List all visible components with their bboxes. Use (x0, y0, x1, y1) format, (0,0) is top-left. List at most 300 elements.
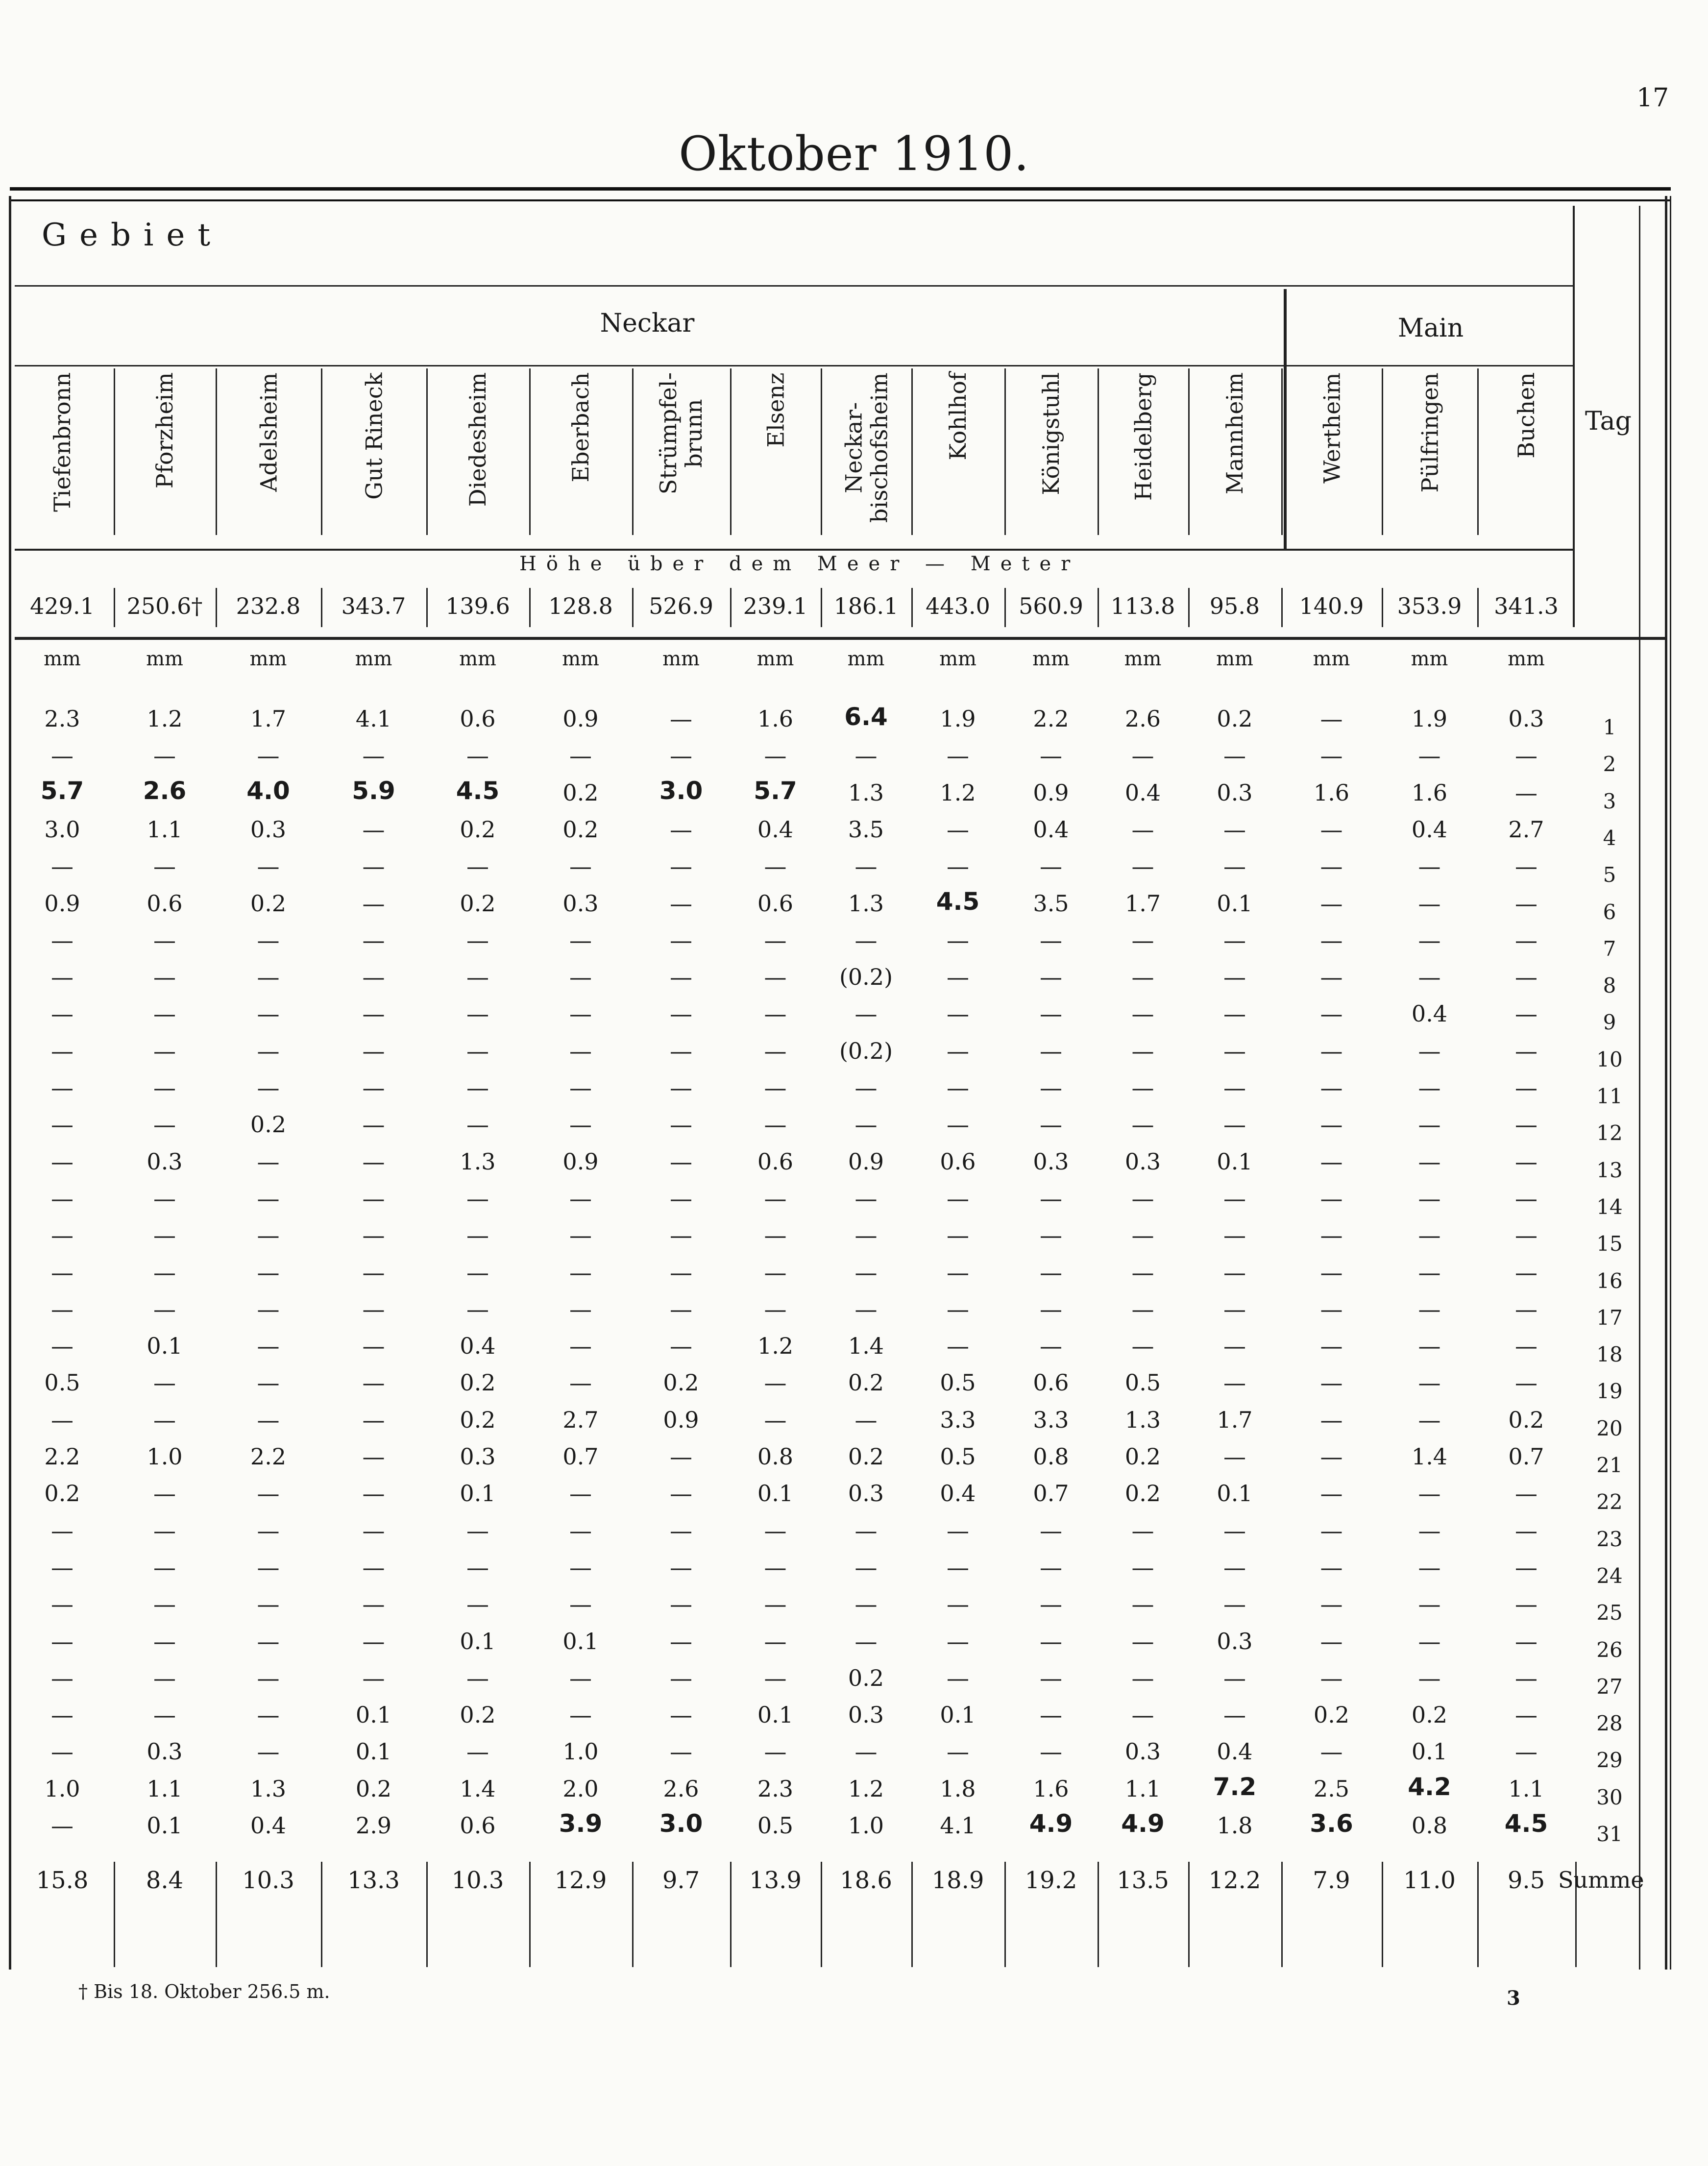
data-cell: 0.7 (1033, 1480, 1069, 1507)
data-cell: 0.1 (757, 1480, 794, 1507)
data-cell: — (51, 1295, 73, 1322)
data-cell: — (1320, 1628, 1343, 1655)
data-cell: 0.2 (460, 1406, 496, 1433)
unit-label: mm (662, 648, 700, 670)
data-cell: — (569, 1000, 592, 1027)
data-cell: — (466, 1037, 489, 1064)
unit-label: mm (1032, 648, 1070, 670)
data-cell: — (1418, 890, 1441, 917)
station-name: Königstuhl (1038, 372, 1064, 495)
station-name: Strümpfel- brunn (655, 372, 707, 495)
data-cell: — (1515, 1259, 1537, 1286)
data-cell: — (1515, 964, 1537, 991)
data-cell: — (1223, 1369, 1246, 1396)
unit-label: mm (1411, 648, 1448, 670)
data-cell: 0.2 (460, 816, 496, 843)
data-cell: — (257, 1406, 280, 1433)
data-cell: — (947, 1222, 969, 1249)
data-cell: — (153, 1702, 176, 1728)
data-cell: — (1418, 964, 1441, 991)
data-cell: 4.1 (940, 1812, 976, 1839)
data-cell: 0.1 (757, 1702, 794, 1728)
elevation-value: 186.1 (833, 593, 899, 619)
data-cell: — (466, 1517, 489, 1544)
data-cell: 0.2 (848, 1443, 884, 1470)
data-cell: 1.2 (940, 779, 976, 806)
data-cell: — (257, 1702, 280, 1728)
data-cell: — (1418, 853, 1441, 880)
station-name: Wertheim (1318, 372, 1345, 484)
data-cell: 3.3 (1033, 1406, 1069, 1433)
data-cell: — (1320, 816, 1343, 843)
data-cell: — (670, 1222, 692, 1249)
station-name: Pülfringen (1416, 372, 1443, 492)
day-number: 8 (1603, 973, 1616, 998)
data-cell: 0.6 (460, 706, 496, 732)
region-label: Gebiet (42, 217, 223, 253)
data-cell: — (1418, 1148, 1441, 1175)
data-cell: — (1131, 1111, 1154, 1138)
data-cell: — (153, 1000, 176, 1027)
day-number: 3 (1603, 789, 1616, 813)
data-cell: 0.2 (355, 1775, 392, 1802)
data-cell: 0.4 (1411, 816, 1448, 843)
data-cell: — (1040, 1591, 1062, 1618)
data-cell: — (466, 1074, 489, 1101)
data-cell: — (1515, 1074, 1537, 1101)
day-number: 25 (1596, 1601, 1623, 1625)
data-cell: 3.0 (659, 776, 703, 805)
data-cell: 0.2 (562, 779, 599, 806)
data-cell: — (1131, 1517, 1154, 1544)
data-cell: — (1223, 1333, 1246, 1360)
data-cell: — (1320, 1000, 1343, 1027)
data-cell: — (51, 1554, 73, 1581)
elevation-value: 232.8 (236, 593, 301, 619)
data-cell: — (1320, 1591, 1343, 1618)
data-cell: — (1418, 1517, 1441, 1544)
data-cell: — (764, 1591, 787, 1618)
data-cell: — (1515, 1222, 1537, 1249)
rule-under-stations (15, 549, 1573, 551)
station-name: Buchen (1513, 372, 1539, 459)
data-cell: — (1040, 1295, 1062, 1322)
data-cell: 0.3 (1124, 1148, 1161, 1175)
data-cell: — (51, 1812, 73, 1839)
data-cell: — (51, 1406, 73, 1433)
elevation-value: 250.6† (126, 593, 203, 619)
data-cell: 3.9 (559, 1809, 603, 1838)
data-cell: — (1320, 1111, 1343, 1138)
unit-label: mm (249, 648, 287, 670)
data-cell: — (362, 742, 385, 769)
data-cell: — (1040, 742, 1062, 769)
data-cell: — (257, 964, 280, 991)
data-cell: — (764, 1664, 787, 1691)
data-cell: 1.6 (757, 706, 794, 732)
data-cell: — (947, 1000, 969, 1027)
day-number: 27 (1596, 1674, 1623, 1699)
data-cell: — (1223, 1517, 1246, 1544)
top-rule (10, 187, 1671, 201)
data-cell: — (1223, 1664, 1246, 1691)
data-cell: — (670, 1148, 692, 1175)
data-cell: — (569, 1591, 592, 1618)
data-cell: — (947, 1554, 969, 1581)
data-cell: — (1418, 742, 1441, 769)
data-cell: — (1131, 1259, 1154, 1286)
station-name: Diedesheim (464, 372, 491, 507)
data-cell: — (257, 1259, 280, 1286)
tag-header: Tag (1585, 407, 1632, 436)
data-cell: 3.0 (44, 816, 80, 843)
data-cell: — (569, 1111, 592, 1138)
data-cell: 1.7 (1217, 1406, 1253, 1433)
data-cell: — (257, 1037, 280, 1064)
data-cell: — (670, 742, 692, 769)
data-cell: — (362, 1664, 385, 1691)
data-cell: — (153, 1074, 176, 1101)
station-name: Mannheim (1221, 372, 1248, 494)
data-cell: — (466, 1185, 489, 1212)
data-cell: 2.5 (1313, 1775, 1350, 1802)
data-cell: — (1131, 1664, 1154, 1691)
data-cell: — (51, 1148, 73, 1175)
data-cell: — (1320, 1517, 1343, 1544)
data-cell: — (153, 1554, 176, 1581)
data-cell: — (1223, 1259, 1246, 1286)
sum-value: 18.9 (931, 1867, 984, 1894)
data-cell: 1.0 (146, 1443, 183, 1470)
data-cell: — (854, 1111, 878, 1138)
data-cell: 0.9 (44, 890, 80, 917)
data-cell: 2.6 (143, 776, 187, 805)
data-cell: 0.1 (1217, 890, 1253, 917)
data-cell: 0.1 (1217, 1480, 1253, 1507)
data-cell: — (569, 1074, 592, 1101)
data-cell: — (362, 926, 385, 953)
data-cell: 0.2 (250, 890, 287, 917)
data-cell: — (569, 1369, 592, 1396)
data-cell: 1.4 (460, 1775, 496, 1802)
data-cell: — (362, 1591, 385, 1618)
data-cell: 4.2 (1408, 1772, 1451, 1801)
data-cell: — (764, 1000, 787, 1027)
data-cell: 3.3 (940, 1406, 976, 1433)
data-cell: — (947, 742, 969, 769)
data-cell: 4.0 (246, 776, 290, 805)
data-cell: — (670, 890, 692, 917)
sum-value: 9.7 (662, 1867, 700, 1894)
data-cell: 0.3 (460, 1443, 496, 1470)
data-cell: — (1418, 1480, 1441, 1507)
data-cell: — (1040, 1628, 1062, 1655)
data-cell: — (257, 1074, 280, 1101)
page-title: Oktober 1910. (679, 126, 1029, 181)
data-cell: — (1515, 742, 1537, 769)
data-cell: — (1223, 1295, 1246, 1322)
data-cell: 2.2 (1033, 706, 1069, 732)
data-cell: 2.6 (1124, 706, 1161, 732)
data-cell: — (1223, 926, 1246, 953)
data-cell: — (51, 1664, 73, 1691)
sum-value: 13.9 (749, 1867, 802, 1894)
data-cell: — (1040, 1037, 1062, 1064)
data-cell: — (670, 1591, 692, 1618)
data-cell: — (947, 853, 969, 880)
data-cell: 0.3 (848, 1480, 884, 1507)
day-number: 26 (1596, 1637, 1623, 1662)
data-cell: — (764, 1517, 787, 1544)
data-cell: — (362, 1148, 385, 1175)
data-cell: 6.4 (844, 703, 888, 731)
data-cell: — (466, 1222, 489, 1249)
data-cell: 1.0 (44, 1775, 80, 1802)
data-cell: — (1418, 1591, 1441, 1618)
data-cell: — (854, 1222, 878, 1249)
data-cell: — (153, 1222, 176, 1249)
data-cell: — (947, 1037, 969, 1064)
data-cell: — (257, 1185, 280, 1212)
data-cell: 0.2 (44, 1480, 80, 1507)
data-cell: — (947, 1111, 969, 1138)
data-cell: — (1040, 853, 1062, 880)
summe-label: Summe (1558, 1867, 1644, 1893)
data-cell: 2.2 (44, 1443, 80, 1470)
data-cell: — (670, 1333, 692, 1360)
data-cell: — (257, 1222, 280, 1249)
data-cell: 1.4 (1411, 1443, 1448, 1470)
data-cell: 0.4 (1411, 1000, 1448, 1027)
data-cell: 0.2 (1313, 1702, 1350, 1728)
station-name: Heidelberg (1129, 372, 1156, 501)
day-number: 22 (1596, 1490, 1623, 1514)
data-cell: 5.7 (40, 776, 84, 805)
data-cell: — (1223, 1111, 1246, 1138)
data-cell: — (466, 964, 489, 991)
data-cell: 4.5 (456, 776, 500, 805)
elevation-value: 353.9 (1397, 593, 1462, 619)
data-cell: — (153, 1664, 176, 1691)
data-cell: 0.4 (1124, 779, 1161, 806)
data-cell: — (1515, 779, 1537, 806)
data-cell: 0.6 (460, 1812, 496, 1839)
sum-value: 8.4 (146, 1867, 184, 1894)
data-cell: — (257, 926, 280, 953)
frame-right-outer (1670, 196, 1671, 1970)
data-cell: — (1040, 1738, 1062, 1765)
data-cell: — (670, 1000, 692, 1027)
elevation-value: 95.8 (1209, 593, 1260, 619)
data-cell: 0.1 (146, 1333, 183, 1360)
data-cell: — (1223, 816, 1246, 843)
data-cell: — (51, 1259, 73, 1286)
data-cell: — (947, 1664, 969, 1691)
data-cell: — (153, 1037, 176, 1064)
data-cell: — (1223, 1074, 1246, 1101)
data-cell: — (466, 1554, 489, 1581)
data-cell: — (362, 1369, 385, 1396)
data-cell: — (1320, 1148, 1343, 1175)
data-cell: 3.5 (848, 816, 884, 843)
data-cell: — (1320, 706, 1343, 732)
data-cell: — (1418, 1074, 1441, 1101)
sum-value: 12.9 (554, 1867, 607, 1894)
data-cell: — (1040, 1000, 1062, 1027)
group-label: Neckar (600, 309, 695, 338)
data-cell: 0.6 (146, 890, 183, 917)
data-cell: 0.4 (757, 816, 794, 843)
data-cell: 0.8 (757, 1443, 794, 1470)
data-cell: 1.2 (848, 1775, 884, 1802)
data-cell: — (51, 1074, 73, 1101)
data-cell: 0.2 (1124, 1480, 1161, 1507)
sum-value: 15.8 (36, 1867, 89, 1894)
data-cell: 0.2 (460, 890, 496, 917)
data-cell: — (764, 853, 787, 880)
data-cell: — (569, 853, 592, 880)
data-cell: — (362, 890, 385, 917)
data-cell: — (854, 1554, 878, 1581)
data-cell: — (153, 742, 176, 769)
sum-value: 9.5 (1507, 1867, 1545, 1894)
data-cell: — (764, 1738, 787, 1765)
data-cell: — (569, 1295, 592, 1322)
data-cell: — (466, 1259, 489, 1286)
data-cell: — (947, 964, 969, 991)
data-cell: — (1223, 1000, 1246, 1027)
data-cell: — (1320, 742, 1343, 769)
data-cell: — (1320, 1480, 1343, 1507)
data-cell: 1.3 (460, 1148, 496, 1175)
data-cell: — (1320, 1074, 1343, 1101)
data-cell: — (670, 706, 692, 732)
data-cell: — (764, 926, 787, 953)
data-cell: 2.2 (250, 1443, 287, 1470)
data-cell: 0.5 (1124, 1369, 1161, 1396)
data-cell: 0.6 (1033, 1369, 1069, 1396)
data-cell: — (1320, 1037, 1343, 1064)
sum-value: 12.2 (1208, 1867, 1261, 1894)
data-cell: — (670, 1443, 692, 1470)
day-number: 30 (1596, 1785, 1623, 1809)
data-cell: — (51, 1333, 73, 1360)
data-cell: 3.5 (1033, 890, 1069, 917)
station-name: Gut Rineck (360, 372, 387, 500)
data-cell: — (362, 1628, 385, 1655)
data-cell: — (1131, 1554, 1154, 1581)
data-cell: — (569, 1480, 592, 1507)
data-cell: — (362, 1037, 385, 1064)
data-cell: 1.2 (146, 706, 183, 732)
data-cell: — (1131, 1591, 1154, 1618)
data-cell: — (153, 1628, 176, 1655)
data-cell: 0.3 (1033, 1148, 1069, 1175)
data-cell: — (670, 1480, 692, 1507)
data-cell: 0.3 (848, 1702, 884, 1728)
data-cell: — (1040, 1222, 1062, 1249)
data-cell: — (153, 1185, 176, 1212)
data-cell: — (569, 1222, 592, 1249)
data-cell: 1.0 (848, 1812, 884, 1839)
data-cell: — (257, 742, 280, 769)
data-cell: 0.2 (562, 816, 599, 843)
data-cell: — (1515, 1480, 1537, 1507)
elevation-value: 139.6 (445, 593, 510, 619)
data-cell: — (1320, 1185, 1343, 1212)
data-cell: — (1131, 816, 1154, 843)
elevation-value: 341.3 (1494, 593, 1559, 619)
data-cell: — (1223, 964, 1246, 991)
data-cell: — (257, 853, 280, 880)
data-cell: — (1515, 1185, 1537, 1212)
day-number: 18 (1596, 1342, 1623, 1367)
data-cell: 0.4 (1033, 816, 1069, 843)
data-cell: 0.7 (562, 1443, 599, 1470)
data-cell: — (1320, 1333, 1343, 1360)
data-cell: — (1515, 853, 1537, 880)
data-cell: — (1320, 1406, 1343, 1433)
data-cell: — (1515, 890, 1537, 917)
data-cell: — (1223, 1702, 1246, 1728)
data-cell: — (670, 1185, 692, 1212)
data-cell: — (466, 1295, 489, 1322)
data-cell: 2.7 (562, 1406, 599, 1433)
data-cell: — (153, 1259, 176, 1286)
data-cell: 1.8 (1217, 1812, 1253, 1839)
data-cell: — (1418, 1369, 1441, 1396)
data-cell: — (670, 1738, 692, 1765)
data-cell: — (362, 964, 385, 991)
data-cell: — (1223, 1554, 1246, 1581)
data-cell: 0.4 (250, 1812, 287, 1839)
data-cell: — (1320, 890, 1343, 917)
data-cell: — (257, 1664, 280, 1691)
day-number: 14 (1596, 1194, 1623, 1219)
data-cell: — (1320, 1738, 1343, 1765)
data-cell: 0.2 (1124, 1443, 1161, 1470)
data-cell: — (569, 1702, 592, 1728)
data-cell: 2.7 (1508, 816, 1544, 843)
day-number: 16 (1596, 1268, 1623, 1293)
data-cell: 0.3 (146, 1738, 183, 1765)
data-cell: 1.4 (848, 1333, 884, 1360)
data-cell: 0.6 (757, 890, 794, 917)
data-cell: 2.3 (44, 706, 80, 732)
day-number: 19 (1596, 1379, 1623, 1404)
data-cell: 1.3 (848, 890, 884, 917)
data-cell: — (764, 1037, 787, 1064)
data-cell: — (362, 1406, 385, 1433)
day-number: 17 (1596, 1305, 1623, 1330)
data-cell: — (670, 853, 692, 880)
data-cell: — (466, 853, 489, 880)
data-cell: — (1418, 1406, 1441, 1433)
day-number: 28 (1596, 1711, 1623, 1736)
data-cell: 0.2 (848, 1369, 884, 1396)
data-cell: — (670, 1664, 692, 1691)
data-cell: — (1131, 926, 1154, 953)
data-cell: 0.1 (940, 1702, 976, 1728)
data-cell: 0.1 (460, 1480, 496, 1507)
data-cell: — (466, 1664, 489, 1691)
sum-value: 11.0 (1403, 1867, 1456, 1894)
data-cell: — (764, 964, 787, 991)
data-cell: 4.5 (1504, 1809, 1548, 1838)
data-cell: — (764, 1074, 787, 1101)
sum-value: 19.2 (1025, 1867, 1077, 1894)
data-cell: — (670, 1074, 692, 1101)
